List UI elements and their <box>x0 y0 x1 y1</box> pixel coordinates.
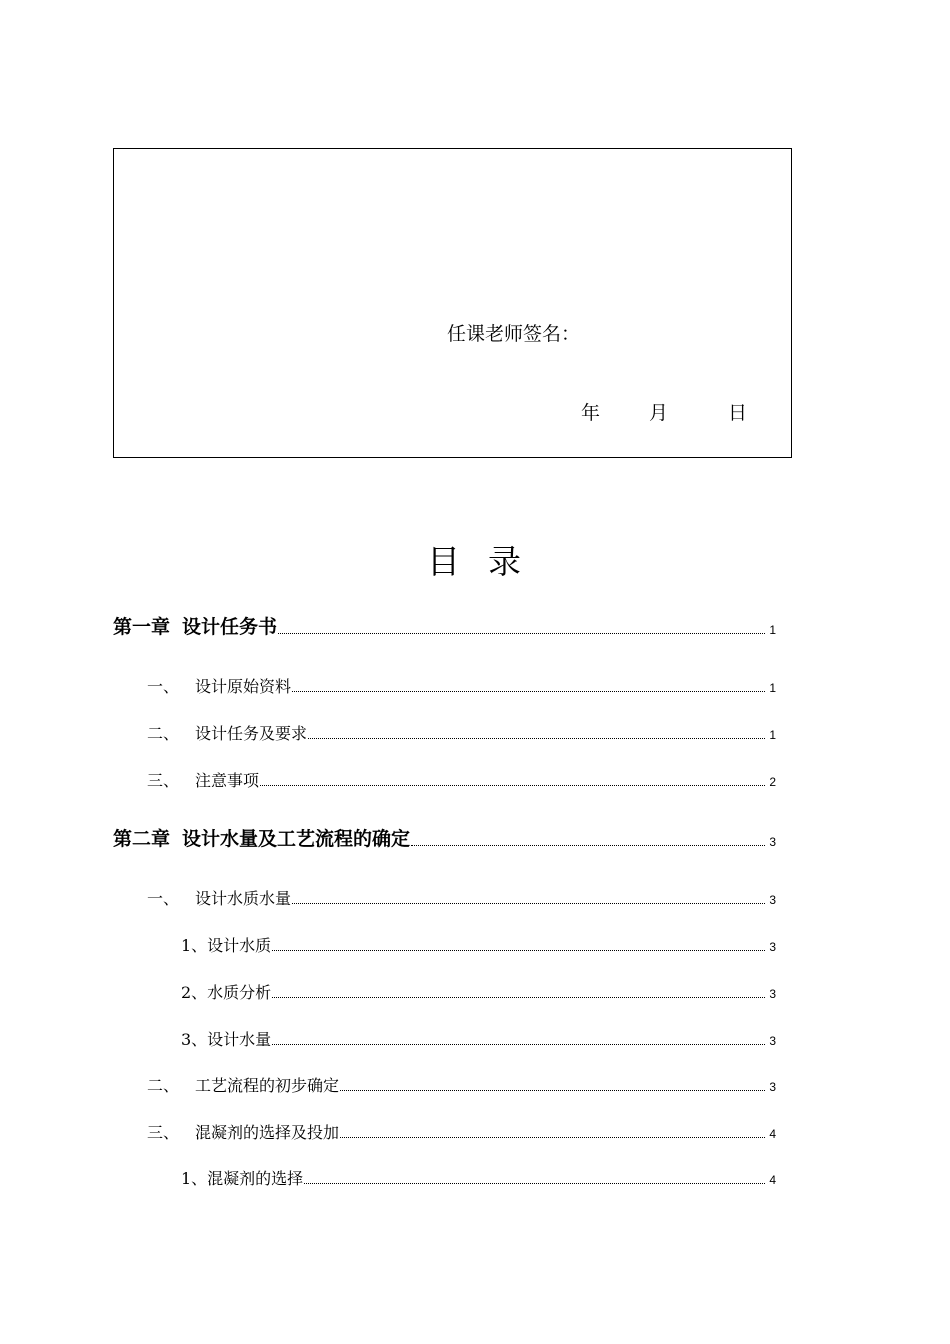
toc-chapter-title: 设计水量及工艺流程的确定 <box>182 828 411 850</box>
toc-entry-text <box>147 674 291 697</box>
toc-dot-leader <box>272 949 765 951</box>
toc-page-number: 3 <box>769 835 776 849</box>
date-day-label: 日 <box>728 402 748 424</box>
toc-page-number: 1 <box>769 681 776 695</box>
toc-entry-chapter-2[interactable] <box>113 824 776 851</box>
toc-dot-leader <box>304 1182 765 1184</box>
toc-title-part1: 目 <box>427 542 462 581</box>
toc-page-number: 3 <box>769 1080 776 1094</box>
toc-section-title: 设计任务及要求 <box>195 724 308 743</box>
toc-entry-section[interactable] <box>147 721 776 744</box>
toc-section-number: 二、 <box>147 1076 180 1095</box>
toc-subsection-title: 1、设计水质 <box>181 936 272 955</box>
toc-section-title: 注意事项 <box>195 771 260 790</box>
toc-entry-subsection[interactable] <box>181 1027 776 1050</box>
toc-entry-text <box>147 1120 339 1143</box>
toc-section-number: 三、 <box>147 1123 180 1142</box>
toc-page-number: 3 <box>769 987 776 1001</box>
toc-entry-section[interactable] <box>147 768 776 791</box>
toc-dot-leader <box>272 1043 765 1045</box>
teacher-signature-box <box>113 148 792 458</box>
toc-page-number: 1 <box>769 623 776 637</box>
toc-page-number: 1 <box>769 728 776 742</box>
toc-subsection-title: 2、水质分析 <box>181 983 272 1002</box>
toc-dot-leader <box>278 632 765 634</box>
toc-entry-text <box>147 768 259 791</box>
toc-entry-chapter-1[interactable] <box>113 612 776 639</box>
toc-section-title: 设计原始资料 <box>195 677 292 696</box>
toc-entry-text <box>113 612 277 639</box>
toc-chapter-number: 第二章 <box>113 828 171 850</box>
toc-entry-subsection[interactable] <box>181 933 776 956</box>
toc-dot-leader <box>308 737 765 739</box>
toc-title-part2: 录 <box>488 542 523 581</box>
toc-section-title: 设计水质水量 <box>195 889 292 908</box>
teacher-signature-label: 任课老师签名： <box>447 323 581 345</box>
toc-page-number: 4 <box>769 1173 776 1187</box>
toc-entry-section[interactable] <box>147 1120 776 1143</box>
toc-page-number: 2 <box>769 775 776 789</box>
toc-entry-text <box>113 824 410 851</box>
toc-entry-subsection[interactable] <box>181 980 776 1003</box>
toc-section-number: 一、 <box>147 889 180 908</box>
toc-entry-subsection[interactable] <box>181 1166 776 1189</box>
toc-dot-leader <box>340 1136 765 1138</box>
toc-dot-leader <box>411 844 765 846</box>
toc-entry-section[interactable] <box>147 1073 776 1096</box>
toc-section-title: 工艺流程的初步确定 <box>195 1076 340 1095</box>
toc-subsection-title: 3、设计水量 <box>181 1030 272 1049</box>
toc-entry-section[interactable] <box>147 886 776 909</box>
date-month-label: 月 <box>649 402 669 424</box>
toc-dot-leader <box>340 1089 765 1091</box>
toc-chapter-number: 第一章 <box>113 616 171 638</box>
toc-entry-text <box>147 721 307 744</box>
toc-dot-leader <box>292 690 765 692</box>
toc-page-number: 3 <box>769 893 776 907</box>
toc-title <box>0 536 950 583</box>
toc-dot-leader <box>292 902 765 904</box>
toc-section-number: 一、 <box>147 677 180 696</box>
toc-page-number: 3 <box>769 1034 776 1048</box>
toc-section-number: 二、 <box>147 724 180 743</box>
toc-entry-text <box>147 1073 339 1096</box>
toc-entry-text <box>147 886 291 909</box>
toc-dot-leader <box>272 996 765 998</box>
toc-page-number: 4 <box>769 1127 776 1141</box>
toc-page-number: 3 <box>769 940 776 954</box>
toc-entry-section[interactable] <box>147 674 776 697</box>
toc-chapter-title: 设计任务书 <box>182 616 278 638</box>
toc-section-number: 三、 <box>147 771 180 790</box>
date-year-label: 年 <box>581 402 601 424</box>
toc-subsection-title: 1、混凝剂的选择 <box>181 1169 304 1188</box>
toc-dot-leader <box>260 784 765 786</box>
toc-section-title: 混凝剂的选择及投加 <box>195 1123 340 1142</box>
